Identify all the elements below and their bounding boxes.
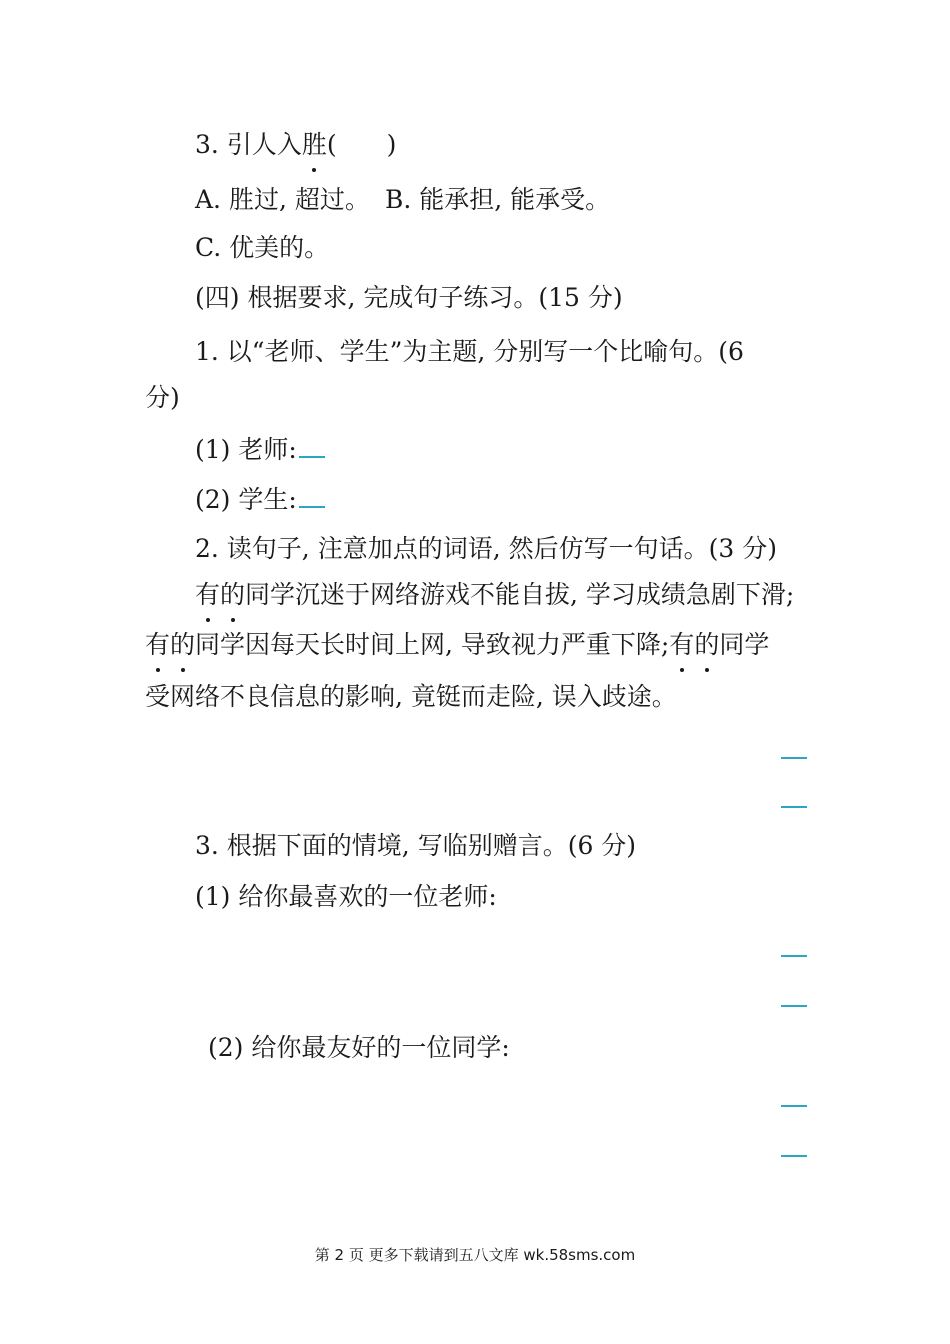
passage-line2: 有的同学因每天长时间上网, 导致视力严重下降;有的同学 [145,628,769,662]
answer-line[interactable] [781,757,807,759]
answer-student-label: (2) 学生: [195,485,297,514]
dotted-char: 有 [145,628,170,662]
passage-line1: 有的同学沉迷于网络游戏不能自拔, 学习成绩急剧下滑; [195,578,794,612]
section-four-title: (四) 根据要求, 完成句子练习。(15 分) [195,283,623,312]
farewell-classmate: (2) 给你最友好的一位同学: [208,1033,510,1062]
answer-teacher-label: (1) 老师: [195,435,297,464]
option-b: B. 能承担, 能承受。 [385,185,611,214]
farewell-teacher: (1) 给你最喜欢的一位老师: [195,882,497,911]
page-footer: 第 2 页 更多下载请到五八文库 wk.58sms.com [314,1246,636,1264]
question-4-1-line2: 分) [145,383,180,412]
answer-line[interactable] [781,1005,807,1007]
answer-line[interactable] [781,1105,807,1107]
dotted-char: 有 [195,578,220,612]
dotted-char: 胜 [302,128,327,162]
answer-blank[interactable] [299,506,325,508]
dotted-char: 有 [669,628,694,662]
dotted-char: 的 [170,628,195,662]
answer-blank[interactable] [299,456,325,458]
answer-teacher [195,433,325,467]
option-c: C. 优美的。 [195,233,330,262]
question-3-3: 3. 引人入胜( ) [195,128,396,162]
question-4-2-prompt: 2. 读句子, 注意加点的词语, 然后仿写一句话。(3 分) [195,534,777,563]
question-4-1-line1: 1. 以“老师、学生”为主题, 分别写一个比喻句。(6 [195,337,744,366]
passage-line3: 受网络不良信息的影响, 竟铤而走险, 误入歧途。 [145,682,677,711]
question-4-3-prompt: 3. 根据下面的情境, 写临别赠言。(6 分) [195,831,637,860]
dotted-char: 的 [694,628,719,662]
dotted-char: 的 [220,578,245,612]
answer-line[interactable] [781,955,807,957]
answer-student [195,483,325,517]
answer-line[interactable] [781,1155,807,1157]
answer-line[interactable] [781,806,807,808]
option-a: A. 胜过, 超过。 [195,185,370,214]
